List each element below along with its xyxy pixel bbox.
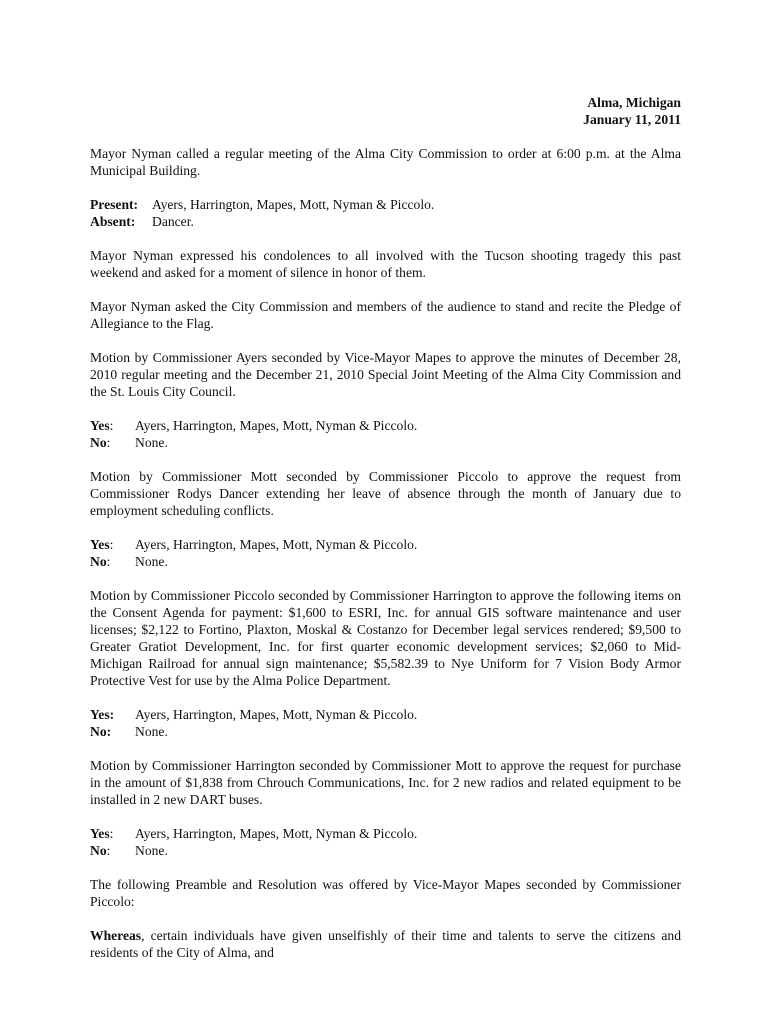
no-label: No: — [90, 724, 112, 739]
document-header — [583, 94, 681, 128]
whereas-text: , certain individuals have given unselfishly of their time and talents to serve the citizens and residents of the City of Alma, and — [90, 928, 681, 960]
attendance-block — [90, 196, 681, 230]
yes-label: Yes: — [90, 826, 114, 841]
present-names: Ayers, Harrington, Mapes, Mott, Nyman & Piccolo. — [152, 197, 435, 212]
yes-label: Yes: — [90, 707, 115, 722]
no-votes: None. — [135, 435, 168, 450]
motion-paragraph: Motion by Commissioner Piccolo seconded by Commissioner Harrington to approve the following items on the Consent Agenda for payment: $1,600 to ESRI, Inc. for annual GIS software maintenance and user licenses; $2,122 to Fortino, Plaxton, Moskal & Costanzo for December legal services rendered; $9,500 to Greater Gratiot Development, Inc. for first quarter economic development services; $2,060 to Mid-Michigan Railroad for annual sign maintenance; $5,582.39 to Nye Uniform for 7 Vision Body Armor Protective Vest for use by the Alma Police Department. — [90, 588, 681, 688]
yes-votes: Ayers, Harrington, Mapes, Mott, Nyman & Piccolo. — [135, 826, 418, 841]
motion-paragraph: Motion by Commissioner Mott seconded by Commissioner Piccolo to approve the request from Commissioner Rodys Dancer extending her leave of absence through the month of January due to employment scheduling conflicts. — [90, 469, 681, 518]
no-votes: None. — [135, 843, 168, 858]
preamble-paragraph: The following Preamble and Resolution was offered by Vice-Mayor Mapes seconded by Commissioner Piccolo: — [90, 877, 681, 909]
yes-label: Yes: — [90, 418, 114, 433]
whereas-paragraph — [90, 927, 681, 961]
no-label: No: — [90, 435, 111, 450]
pledge-paragraph: Mayor Nyman asked the City Commission and members of the audience to stand and recite the Pledge of Allegiance to the Flag. — [90, 299, 681, 331]
minutes-body — [90, 145, 681, 978]
location-heading: Alma, Michigan — [587, 95, 681, 110]
whereas-label: Whereas — [90, 928, 142, 943]
yes-votes: Ayers, Harrington, Mapes, Mott, Nyman & Piccolo. — [135, 707, 418, 722]
yes-label: Yes: — [90, 537, 114, 552]
no-votes: None. — [135, 554, 168, 569]
motion-paragraph: Motion by Commissioner Harrington seconded by Commissioner Mott to approve the request for purchase in the amount of $1,838 from Chrouch Communications, Inc. for 2 new radios and related equipment to be installed in 2 new DART buses. — [90, 758, 681, 807]
yes-votes: Ayers, Harrington, Mapes, Mott, Nyman & Piccolo. — [135, 537, 418, 552]
absent-names: Dancer. — [152, 214, 194, 229]
intro-paragraph: Mayor Nyman called a regular meeting of the Alma City Commission to order at 6:00 p.m. at the Alma Municipal Building. — [90, 146, 681, 178]
no-label: No: — [90, 554, 111, 569]
motion-paragraph: Motion by Commissioner Ayers seconded by Vice-Mayor Mapes to approve the minutes of December 28, 2010 regular meeting and the December 21, 2010 Special Joint Meeting of the Alma City Commission and the St. Louis City Council. — [90, 350, 681, 399]
present-label: Present: — [90, 197, 139, 212]
absent-label: Absent: — [90, 214, 136, 229]
date-heading: January 11, 2011 — [583, 112, 681, 127]
no-label: No: — [90, 843, 111, 858]
vote-block — [90, 706, 681, 740]
condolences-paragraph: Mayor Nyman expressed his condolences to all involved with the Tucson shooting tragedy this past weekend and asked for a moment of silence in honor of them. — [90, 248, 681, 280]
vote-block — [90, 825, 681, 859]
vote-block — [90, 417, 681, 451]
yes-votes: Ayers, Harrington, Mapes, Mott, Nyman & Piccolo. — [135, 418, 418, 433]
vote-block — [90, 536, 681, 570]
no-votes: None. — [135, 724, 168, 739]
